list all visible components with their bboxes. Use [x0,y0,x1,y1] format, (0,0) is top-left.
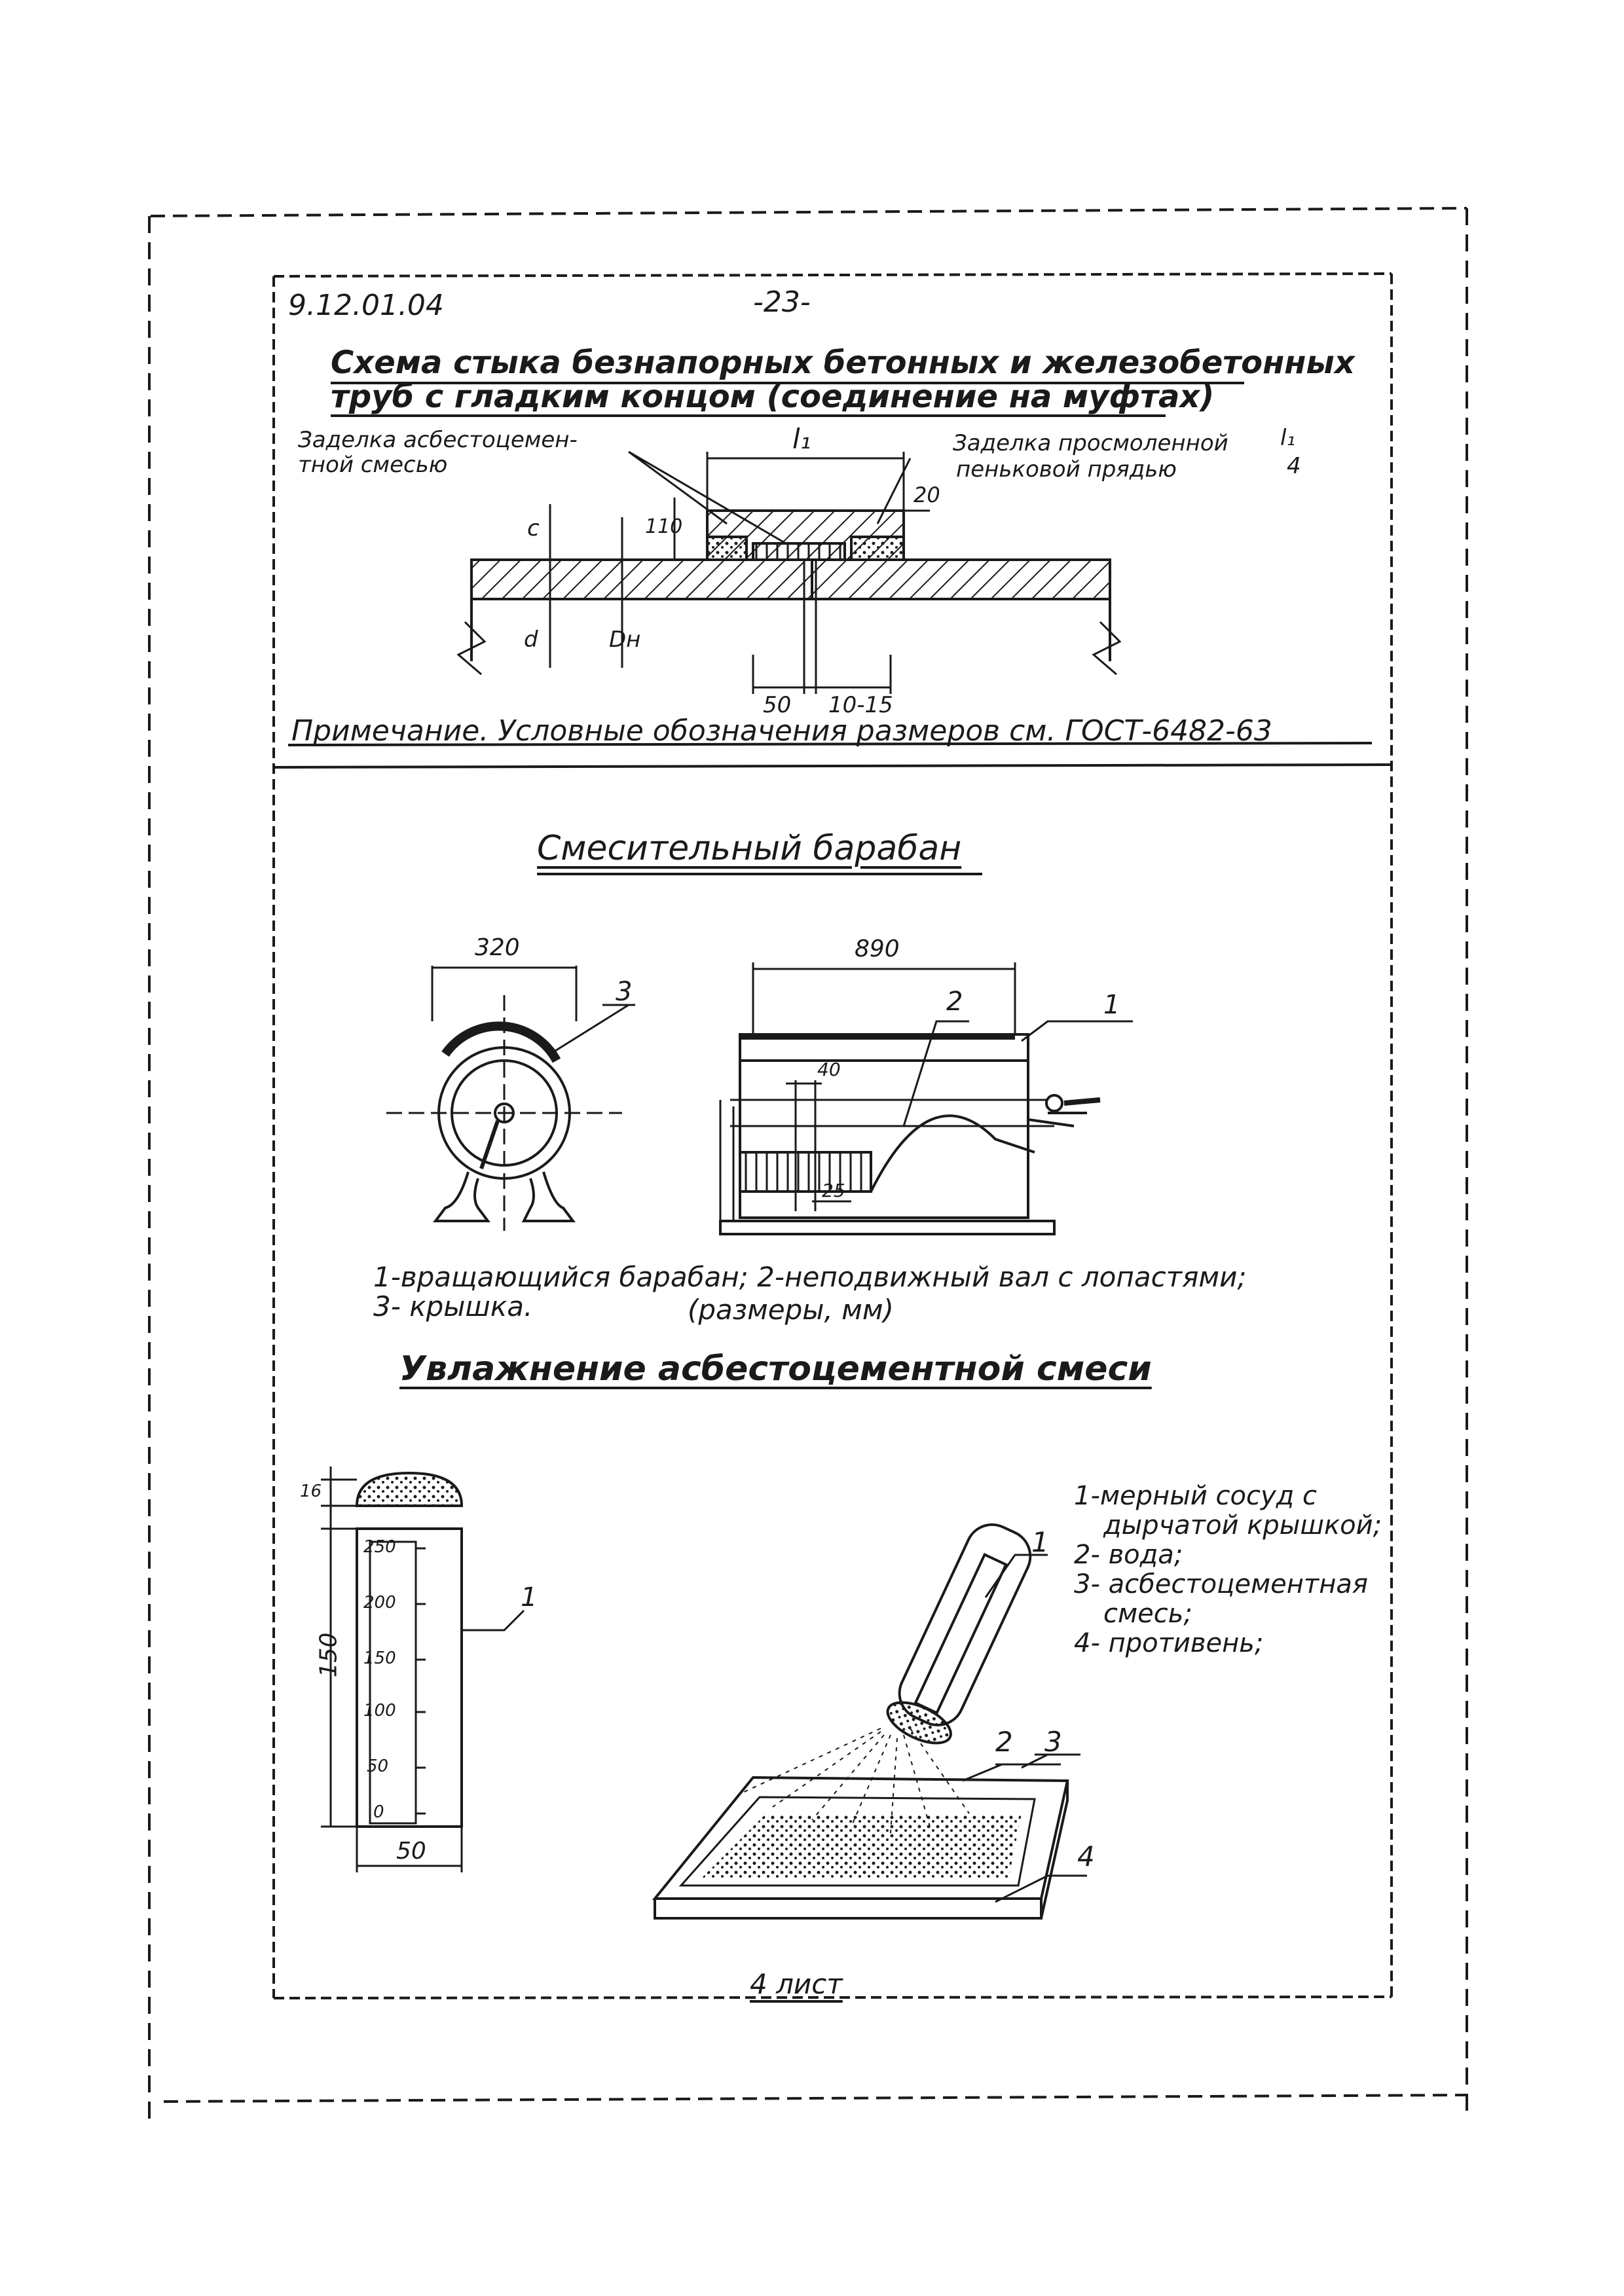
joint-title-line2: труб с гладким концом (соединение на муфтах) [331,378,1215,415]
drum-callout-2: 2 [946,987,963,1017]
section-divider [274,765,1392,767]
pan-callout-2: 2 [995,1726,1013,1758]
drum-title: Смесительный барабан [537,829,962,868]
callout-hemp-line1: Заделка просмоленной [953,430,1228,456]
dim-25: 25 [822,1180,845,1201]
dim-l1: l₁ [792,423,811,455]
moistening-title: Увлажнение асбестоцементной смеси [399,1349,1152,1389]
drum-callout-3: 3 [616,977,633,1007]
page-number: -23- [753,285,811,319]
moist-legend-2: дырчатой крышкой; [1103,1510,1382,1540]
dim-20: 20 [913,483,940,507]
tilted-vessel [881,1516,1040,1751]
moist-legend-6: 4- противень; [1074,1628,1264,1658]
dim-10-15: 10-15 [828,692,893,718]
callout-asbestos-line2: тной смесью [298,452,448,478]
scale-250: 250 [363,1537,396,1557]
scale-150: 150 [363,1649,396,1668]
pan-callout-3: 3 [1044,1726,1062,1758]
drum-legend-line1: 1-вращающийся барабан; 2-неподвижный вал с лопастями; [373,1261,1247,1293]
fraction-bottom: 4 [1287,453,1301,479]
dim-vessel-50: 50 [396,1838,426,1865]
dim-890: 890 [855,936,900,962]
moist-legend-4: 3- асбестоцементная [1074,1569,1368,1599]
scale-50: 50 [367,1757,389,1776]
pipe-right-wall [812,560,1110,599]
dim-320: 320 [475,934,520,961]
scale-200: 200 [363,1593,396,1613]
drum-base [720,1221,1054,1234]
pan-callout-1: 1 [1031,1526,1049,1558]
sheet-label: 4 лист [750,1968,843,2000]
drum-body [740,1061,1028,1218]
callout-hemp-line2: пеньковой прядью [956,456,1177,483]
pan-callout-4: 4 [1077,1840,1095,1872]
moistening-drawing [321,1381,1120,1918]
moist-legend-3: 2- вода; [1074,1540,1183,1570]
moist-legend-5: смесь; [1103,1599,1192,1629]
drum-legend-line3: (размеры, мм) [688,1294,894,1326]
drum-callout-1: 1 [1103,990,1120,1020]
pipe-left-wall [471,560,812,599]
scale-0: 0 [373,1802,384,1822]
dim-50: 50 [763,692,792,718]
callout-asbestos-line1: Заделка асбестоцемен- [298,427,578,453]
dim-110: 110 [645,515,683,538]
dim-c: c [527,515,540,541]
drum-legend-line2: 3- крышка. [373,1290,533,1322]
dim-150: 150 [315,1632,342,1678]
vessel-callout-1: 1 [521,1582,538,1613]
dim-dv: d [524,627,538,653]
gost-note: Примечание. Условные обозначения размеров см. ГОСТ-6482-63 [291,714,1272,748]
scale-100: 100 [363,1701,396,1721]
dim-40: 40 [817,1059,841,1080]
dim-16: 16 [300,1482,322,1501]
outer-frame-bottom [164,2095,1467,2102]
fraction-top: l₁ [1280,425,1296,451]
joint-title-line1: Схема стыка безнапорных бетонных и железобетонных [331,344,1355,381]
doc-code: 9.12.01.04 [288,289,444,322]
dim-dn: Dн [609,627,641,653]
outer-frame-top [151,208,1467,216]
measuring-vessel [357,1529,462,1827]
perforated-cap [357,1473,462,1506]
inner-frame-top [274,274,1392,276]
moist-legend-1: 1-мерный сосуд с [1074,1481,1317,1511]
